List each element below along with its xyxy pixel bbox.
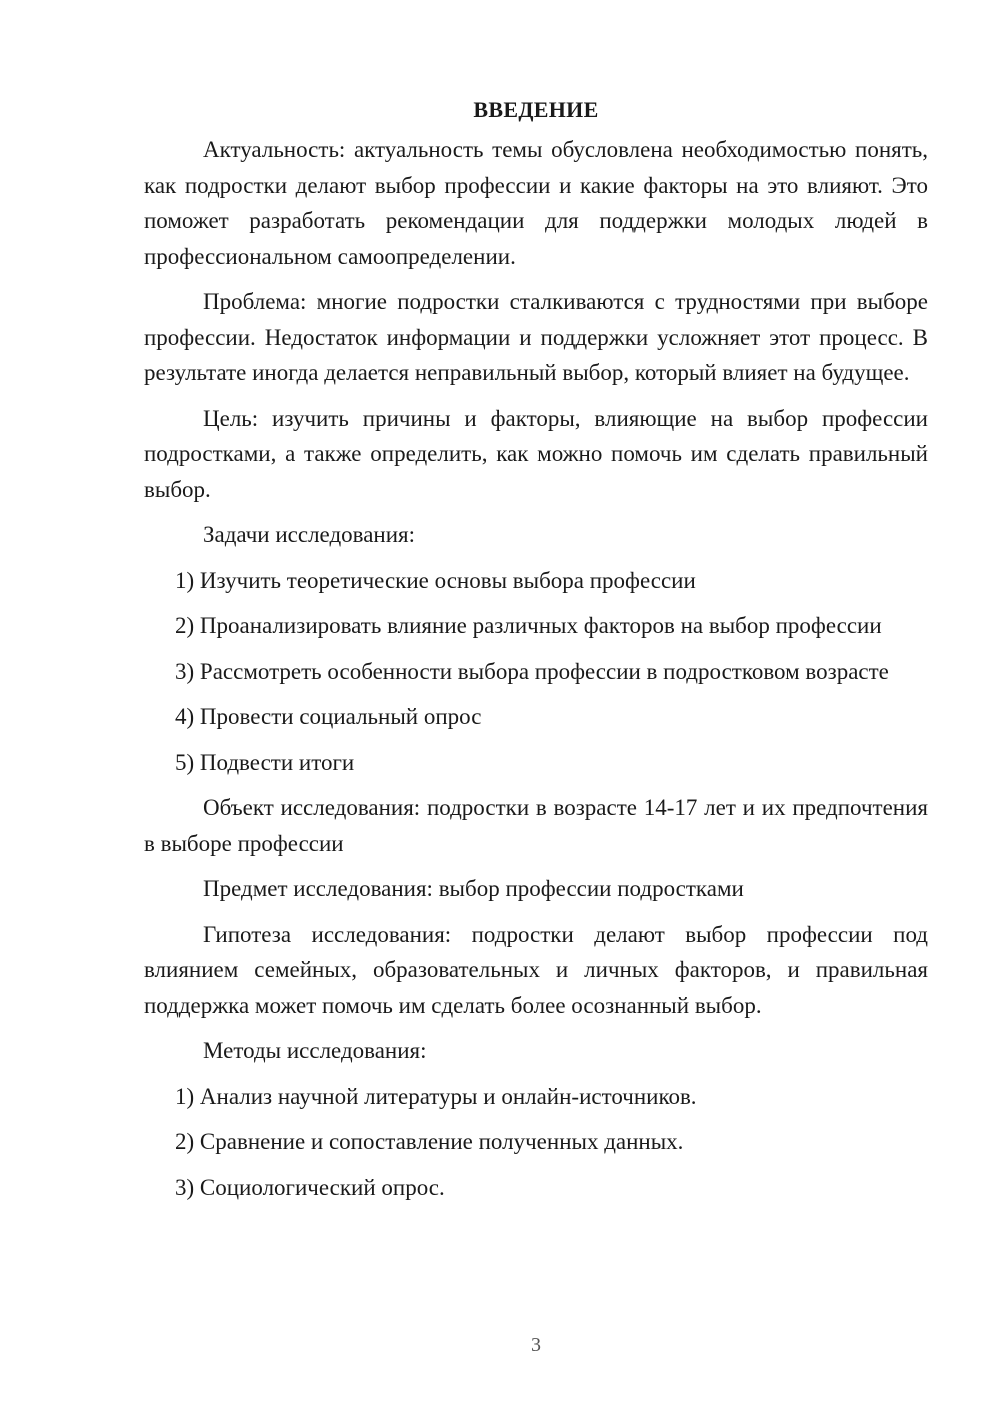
paragraph-methods-heading: Методы исследования:	[203, 1038, 427, 1063]
list-item-task-3: 3) Рассмотреть особенности выбора профессии в подростковом возрасте	[175, 658, 889, 684]
list-item-method-3: 3) Социологический опрос.	[175, 1174, 445, 1200]
paragraph-problem: Проблема: многие подростки сталкиваются с трудностями при выборе профессии. Недостаток информации и поддержки усложняет этот процесс. В результате иногда делается неправильный выбор, который влияет на будущее.	[144, 289, 928, 385]
paragraph-subject: Предмет исследования: выбор профессии подростками	[203, 876, 744, 901]
paragraph-object: Объект исследования: подростки в возрасте 14-17 лет и их предпочтения в выборе профессии	[144, 795, 928, 856]
list-item-method-2: 2) Сравнение и сопоставление полученных данных.	[175, 1129, 684, 1154]
paragraph-goal: Цель: изучить причины и факторы, влияющие на выбор профессии подростками, а также определить, как можно помочь им сделать правильный выбор.	[144, 405, 928, 502]
list-item-task-5: 5) Подвести итоги	[175, 749, 355, 775]
section-title: ВВЕДЕНИЕ	[473, 97, 599, 122]
page-content	[144, 92, 928, 1215]
paragraph-hypothesis: Гипотеза исследования: подростки делают выбор профессии под влиянием семейных, образовательных и личных факторов, и правильная поддержка может помочь им сделать более осознанный выбор.	[144, 921, 928, 1018]
paragraph-tasks-heading: Задачи исследования:	[203, 522, 416, 547]
list-item-task-4: 4) Провести социальный опрос	[175, 704, 482, 729]
list-item-task-1: 1) Изучить теоретические основы выбора профессии	[175, 567, 696, 593]
list-item-method-1: 1) Анализ научной литературы и онлайн-источников.	[175, 1083, 697, 1109]
paragraph-relevance: Актуальность: актуальность темы обусловлена необходимостью понять, как подростки делают выбор профессии и какие факторы на это влияют. Это поможет разработать рекомендации для поддержки молодых людей в профессиональном самоопределении.	[144, 137, 928, 269]
list-item-task-2: 2) Проанализировать влияние различных факторов на выбор профессии	[175, 613, 882, 638]
page-number: 3	[531, 1334, 541, 1356]
